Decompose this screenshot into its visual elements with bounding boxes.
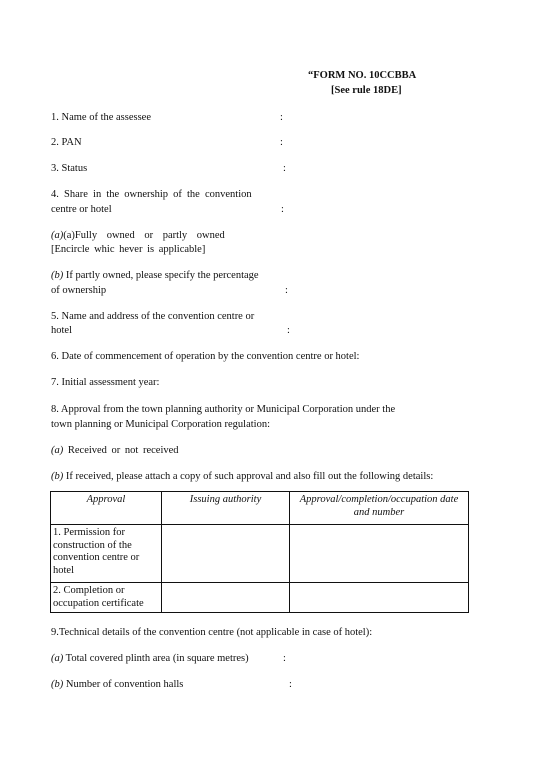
field-8a-label: (a) Received or not received xyxy=(51,445,179,456)
approval-details-table xyxy=(50,491,469,613)
field-9b-label: (b) Number of convention halls xyxy=(51,679,184,690)
colon: : xyxy=(281,204,284,215)
field-centre-address-label: 5. Name and address of the convention centre or xyxy=(51,311,255,322)
field-ownership-share-label: 4. Share in the ownership of the convention xyxy=(51,189,252,200)
field-centre-address-label-cont: hotel xyxy=(51,325,72,336)
table-header-issuing-authority: Issuing authority xyxy=(162,492,290,525)
colon: : xyxy=(280,137,283,148)
field-4b-label: (b) If partly owned, please specify the percentage xyxy=(51,270,259,281)
field-ownership-share-label-cont: centre or hotel xyxy=(51,204,112,215)
table-header-approval: Approval xyxy=(51,492,162,525)
table-cell: 2. Completion or occupation certificate xyxy=(51,583,162,613)
form-number: “FORM NO. 10CCBBA xyxy=(308,70,417,81)
field-4b-label-cont: of ownership xyxy=(51,285,107,296)
colon: : xyxy=(287,325,290,336)
table-cell-input[interactable] xyxy=(162,525,290,583)
field-status-label: 3. Status xyxy=(51,163,88,174)
table-cell-input[interactable] xyxy=(290,583,469,613)
field-approval-label: 8. Approval from the town planning authority or Municipal Corporation under the xyxy=(51,404,396,415)
field-4a-text: (a)Fully owned or partly owned xyxy=(63,230,225,241)
field-approval-label-cont: town planning or Municipal Corporation regulation: xyxy=(51,419,271,430)
colon: : xyxy=(280,112,283,123)
table-header-approval-date: Approval/completion/occupation date and number xyxy=(290,492,469,525)
table-cell-input[interactable] xyxy=(290,525,469,583)
field-4a-label: (a)(a)Fully owned or partly owned xyxy=(51,230,225,241)
table-row xyxy=(51,583,469,613)
colon: : xyxy=(289,679,292,690)
field-assessee-name-label: 1. Name of the assessee xyxy=(51,112,152,123)
field-8b-label: (b) If received, please attach a copy of such approval and also fill out the following details: xyxy=(51,471,434,482)
table-row xyxy=(51,525,469,583)
field-initial-assessment-year-label: 7. Initial assessment year: xyxy=(51,377,160,388)
colon: : xyxy=(283,653,286,664)
colon: : xyxy=(285,285,288,296)
field-9a-label: (a) Total covered plinth area (in square metres) xyxy=(51,653,249,664)
table-header-row xyxy=(51,492,469,525)
table-cell-input[interactable] xyxy=(162,583,290,613)
field-pan-label: 2. PAN xyxy=(51,137,82,148)
rule-reference: [See rule 18DE] xyxy=(331,85,402,96)
field-technical-details-label: 9.Technical details of the convention centre (not applicable in case of hotel): xyxy=(51,627,373,638)
field-4a-instruction: [Encircle whic hever is applicable] xyxy=(51,244,206,255)
colon: : xyxy=(283,163,286,174)
field-commencement-date-label: 6. Date of commencement of operation by the convention centre or hotel: xyxy=(51,351,360,362)
table-cell: 1. Permission for construction of the convention centre or hotel xyxy=(51,525,162,583)
